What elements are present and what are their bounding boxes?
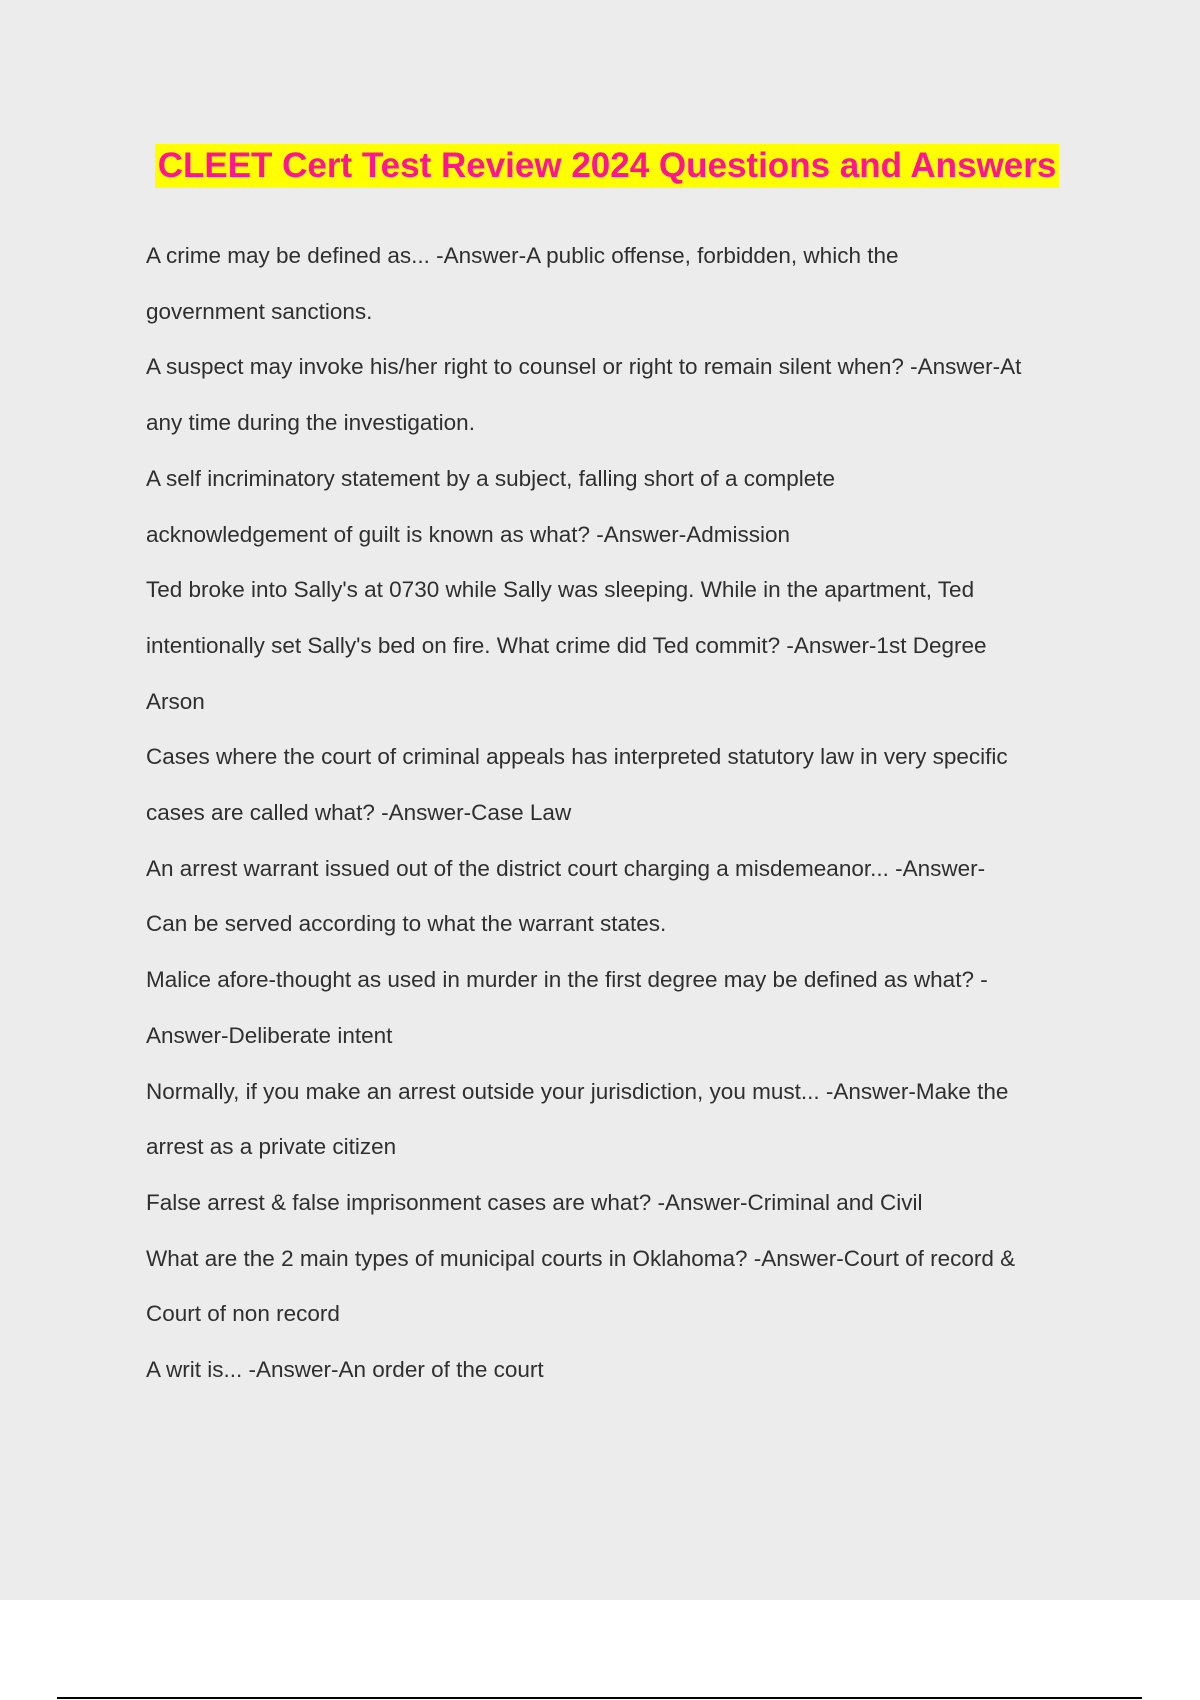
text-line: Can be served according to what the warrant states. [146,911,667,937]
text-line: False arrest & false imprisonment cases are what? -Answer-Criminal and Civil [146,1189,923,1215]
text-line: Ted broke into Sally's at 0730 while Sally was sleeping. While in the apartment, Ted [146,577,975,603]
text-line: A crime may be defined as... -Answer-A public offense, forbidden, which the [146,243,899,268]
page-title: CLEET Cert Test Review 2024 Questions and Answers [155,144,1060,188]
text-line: A suspect may invoke his/her right to counsel or right to remain silent when? -Answer-At [146,354,1022,380]
text-line: government sanctions. [146,298,373,324]
text-line: acknowledgement of guilt is known as what? -Answer-Admission [146,521,791,547]
text-line: Court of non record [146,1301,340,1327]
text-line: Answer-Deliberate intent [146,1022,393,1048]
text-line: Malice afore-thought as used in murder in the first degree may be defined as what? - [146,967,988,993]
qa-content [146,228,1096,1398]
text-line: A writ is... -Answer-An order of the court [146,1357,544,1383]
text-line: cases are called what? -Answer-Case Law [146,800,572,826]
text-line: arrest as a private citizen [146,1134,397,1160]
text-line: Normally, if you make an arrest outside your jurisdiction, you must... -Answer-Make the [146,1078,1009,1104]
text-line: Cases where the court of criminal appeals has interpreted statutory law in very specific [146,744,1008,770]
text-line: An arrest warrant issued out of the district court charging a misdemeanor... -Answer- [146,855,986,881]
title-container [0,144,1200,188]
bottom-divider [57,1697,1142,1699]
text-line: any time during the investigation. [146,410,475,436]
text-line: Arson [146,688,205,714]
text-line: intentionally set Sally's bed on fire. What crime did Ted commit? -Answer-1st Degree [146,632,987,658]
text-line: What are the 2 main types of municipal courts in Oklahoma? -Answer-Court of record & [146,1245,1016,1271]
text-line: A self incriminatory statement by a subject, falling short of a complete [146,465,836,491]
